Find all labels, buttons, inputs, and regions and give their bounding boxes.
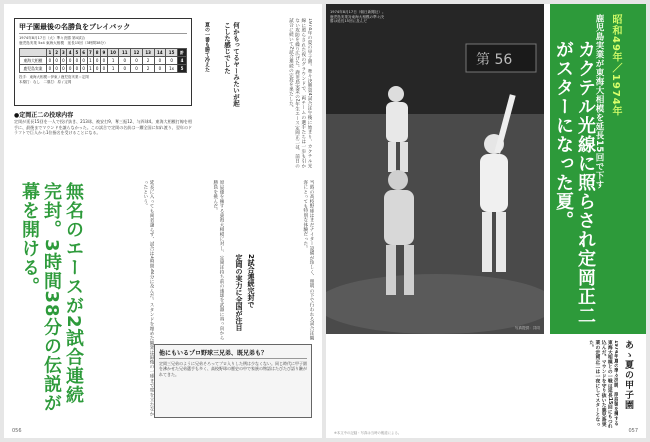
left-page	[4, 4, 322, 438]
inning-score: 1	[107, 57, 119, 65]
inning-score: 0	[101, 57, 108, 65]
score-header-cell: 2	[55, 50, 59, 55]
page-number-right: 057	[628, 428, 638, 434]
pull-quote-2: 夏の一番も勝て冷えた	[204, 22, 210, 72]
team-name: 鹿児島実業	[20, 65, 47, 73]
page-number-left: 056	[12, 428, 22, 434]
score-header-cell: 8	[95, 50, 99, 55]
score-header-cell	[20, 49, 47, 57]
score-header-cell: 4	[68, 50, 72, 55]
inning-score: 0	[74, 57, 81, 65]
inning-score: 2	[142, 57, 154, 65]
inning-score: 0	[131, 57, 143, 65]
main-title: カクテル光線に照らされ定岡正二がスターになった夏。	[553, 40, 596, 325]
scorebox-meta	[19, 36, 187, 46]
scorebox-title: 甲子園最後の名勝負をプレイバック	[19, 22, 187, 34]
right-body	[334, 340, 562, 422]
series-logo: あゝ夏の甲子園	[623, 340, 633, 410]
right-page	[326, 4, 646, 438]
inning-score: 0	[80, 65, 87, 73]
inning-score: 0	[94, 65, 101, 73]
pull-quote: 何かもってるヤーみたいが起こした感じでした	[223, 22, 240, 107]
game-photo	[326, 4, 544, 334]
game-photo-illustration	[326, 4, 544, 334]
score-header-cell: 7	[88, 50, 92, 55]
inning-score: 1	[87, 57, 94, 65]
inning-score: 0	[47, 65, 54, 73]
photo-caption: 1974年8月17日（朝日新聞社）。鹿児島実業対東海大相模の準々決勝は延長15回に及んだ	[330, 10, 386, 24]
inning-score: 0	[119, 65, 131, 73]
inning-score: 2	[142, 65, 154, 73]
body-column-1: 1974年の夏の甲子園。準々決勝第4試合は午後に始まり、カクテル光線に照らされた夜のグラウンドで、両チームの選手たちは一歩も引かない攻防を繰り広げた。鹿児島実業の2年生エース定岡正二は、前日の試合に続いて2試合連続の完投を果たした。	[288, 18, 312, 168]
lineup-title: ●定岡正二の投球内容	[14, 112, 74, 119]
svg-text:第 56: 第 56	[476, 52, 513, 68]
inning-score: 0	[119, 57, 131, 65]
score-header-cell: 12	[131, 49, 143, 57]
inning-score: 0	[67, 57, 74, 65]
inning-score: 0	[60, 65, 67, 73]
inning-score: 0	[60, 57, 67, 65]
inning-score: 0	[101, 65, 108, 73]
inning-score: 0	[53, 57, 60, 65]
info-box-text: 定岡三兄弟のように兄弟そろってプロ入りした例は少なくない。同じ時代に甲子園を沸かせた兄弟選手も多く、高校野球の歴史の中で家族の物語はたびたび語り継がれてきた。	[159, 361, 307, 377]
lead-text: 1974年夏の準々決勝、原辰徳を擁する東海大相模との一戦は延長15回にもつれ込んだ。マウンドを守り抜いた鹿児島実業の定岡正二は一夜にしてスターとなった。	[588, 340, 618, 429]
score-table	[19, 48, 187, 73]
inning-score: 0	[67, 65, 74, 73]
sub-head-1: 2試合連続完封で	[247, 254, 255, 308]
era-title: 昭和49年／1974年	[610, 14, 621, 117]
inning-score: 0	[154, 57, 166, 65]
info-box-title: 他にもいるプロ野球三兄弟、既兄弟も？	[159, 348, 307, 359]
scorebox-meta-line: 鹿児島実業 5x4 東海大相模 延長15回（3時間38分）	[19, 41, 108, 45]
score-header-cell: 13	[142, 49, 154, 57]
info-box	[154, 344, 312, 418]
lineup-text: 定岡が延長15回を一人で投げ抜き、213球、被安打9、奪三振12、与四球4。東海大相模打線を相手に、最後までマウンドを譲らなかった。この試合で定岡の名前は一躍全国に知れ渡り、翌年のドラフトで巨人から1位指名を受けることになる。	[14, 119, 192, 136]
score-header-cell: 14	[154, 49, 166, 57]
inning-score: 0	[74, 65, 81, 73]
inning-score: 1x	[166, 65, 178, 73]
photo-credit: 写真提供：共同	[514, 326, 540, 330]
score-header-cell: 9	[102, 50, 106, 55]
scorebox-notes	[19, 75, 187, 84]
score-header-cell: 3	[61, 50, 65, 55]
score-row-team-2	[20, 65, 187, 73]
score-header-cell: 6	[82, 50, 86, 55]
score-header-cell: 5	[75, 50, 79, 55]
score-header-cell: 11	[119, 49, 131, 57]
body-column-2: 延長に入っても両者譲らず、試合は3時間38分に及んだ。スタンドを埋めた観衆は最後の一球まで席を立たなかったという。	[142, 180, 154, 416]
inning-score: 0	[53, 65, 60, 73]
sub-head-2: 定岡の実力に全国が注目	[235, 254, 243, 331]
score-header-cell: 計	[178, 49, 187, 57]
team-name: 東海大相模	[20, 57, 47, 65]
score-header-row	[20, 49, 187, 57]
scorebox-note: 投手：東海大相模＝伊東 / 鹿児島実業＝定岡	[19, 75, 89, 79]
score-header-cell: 1	[48, 50, 52, 55]
inning-score: 0	[166, 57, 178, 65]
headline: 無名のエースが2試合連続完封。3時間38分の伝説が幕を開ける。	[19, 182, 84, 413]
score-row-team-1	[20, 57, 187, 65]
sub-title: 鹿児島実業が東海大相模を延長15回で下す	[594, 14, 604, 189]
inning-score: 0	[80, 57, 87, 65]
inning-score: 0	[94, 57, 101, 65]
footnote: ※本文中の記録・写真は当時の報道による。	[334, 431, 402, 435]
inning-score: 1	[87, 65, 94, 73]
scorebox-note: 本塁打：なし 二塁打：原 / 定岡	[19, 79, 72, 84]
inning-score: 1	[107, 65, 119, 73]
total-score: 4	[178, 57, 187, 65]
inning-score: 0	[47, 57, 54, 65]
total-score: 5	[178, 65, 187, 73]
body-column-3: 原辰徳を擁する東海大相模に対し、定岡は持ち前の速球を武器に真っ向から勝負を挑んだ。	[212, 180, 224, 340]
inning-score: 0	[154, 65, 166, 73]
scorebox-meta-line: 1974年8月17日（大）準々決勝 第4試合	[19, 36, 86, 40]
scorebox	[14, 18, 192, 106]
inning-score: 0	[131, 65, 143, 73]
body-column-4: 当時の高校野球はまだナイター設備が珍しく、照明の下で行われる試合は観客にとっても特別な体験だった。	[302, 180, 314, 340]
score-header-cell: 15	[166, 49, 178, 57]
score-header-cell: 10	[107, 49, 119, 57]
